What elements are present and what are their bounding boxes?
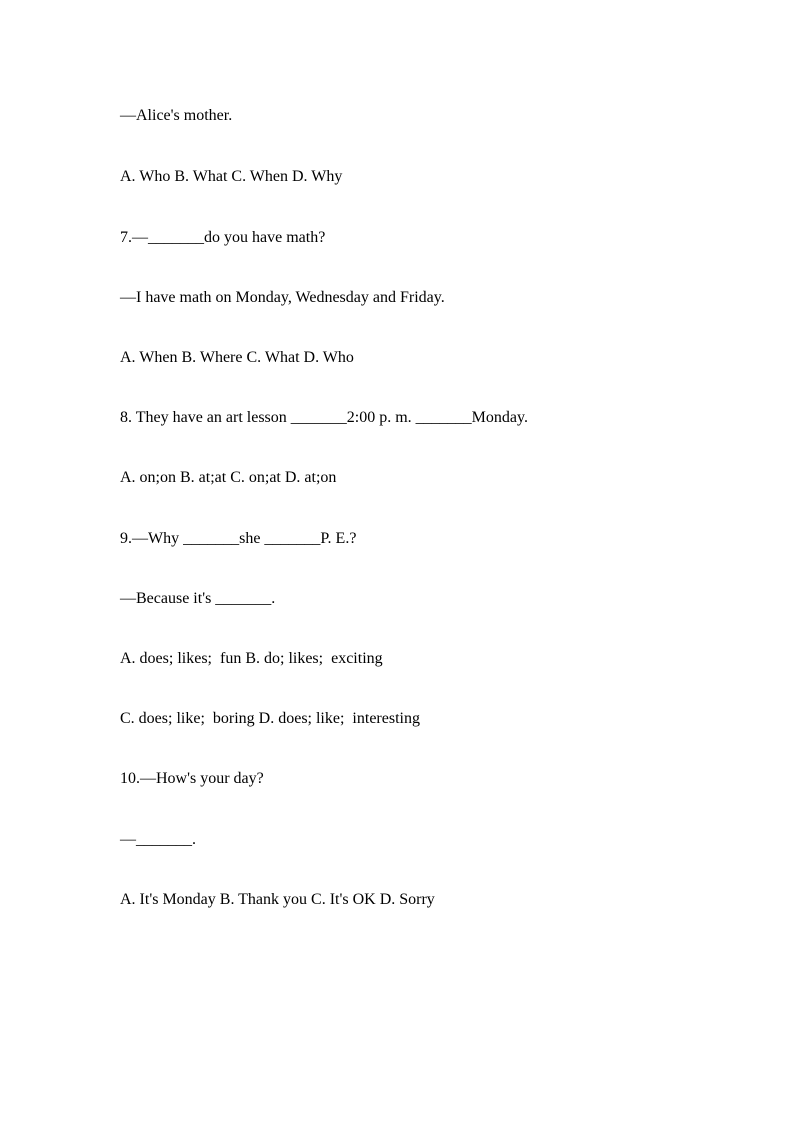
options-q9-cd: C. does; like; boring D. does; like; interesting: [120, 710, 420, 727]
options-q6: A. Who B. What C. When D. Why: [120, 168, 343, 185]
options-q8: A. on;on B. at;at C. on;at D. at;on: [120, 469, 337, 486]
options-q9-ab: A. does; likes; fun B. do; likes; exciting: [120, 650, 383, 667]
question-9: 9.—Why _______she _______P. E.?: [120, 530, 357, 547]
options-q7: A. When B. Where C. What D. Who: [120, 349, 354, 366]
answer-line-q7: —I have math on Monday, Wednesday and Friday.: [120, 289, 445, 306]
question-10: 10.—How's your day?: [120, 770, 264, 787]
options-q10: A. It's Monday B. Thank you C. It's OK D. Sorry: [120, 891, 435, 908]
answer-line-q9: —Because it's _______.: [120, 590, 276, 607]
answer-line-q6: —Alice's mother.: [120, 107, 233, 124]
answer-line-q10: —_______.: [120, 831, 196, 848]
question-8: 8. They have an art lesson _______2:00 p. m. _______Monday.: [120, 409, 528, 426]
question-7: 7.—_______do you have math?: [120, 229, 326, 246]
